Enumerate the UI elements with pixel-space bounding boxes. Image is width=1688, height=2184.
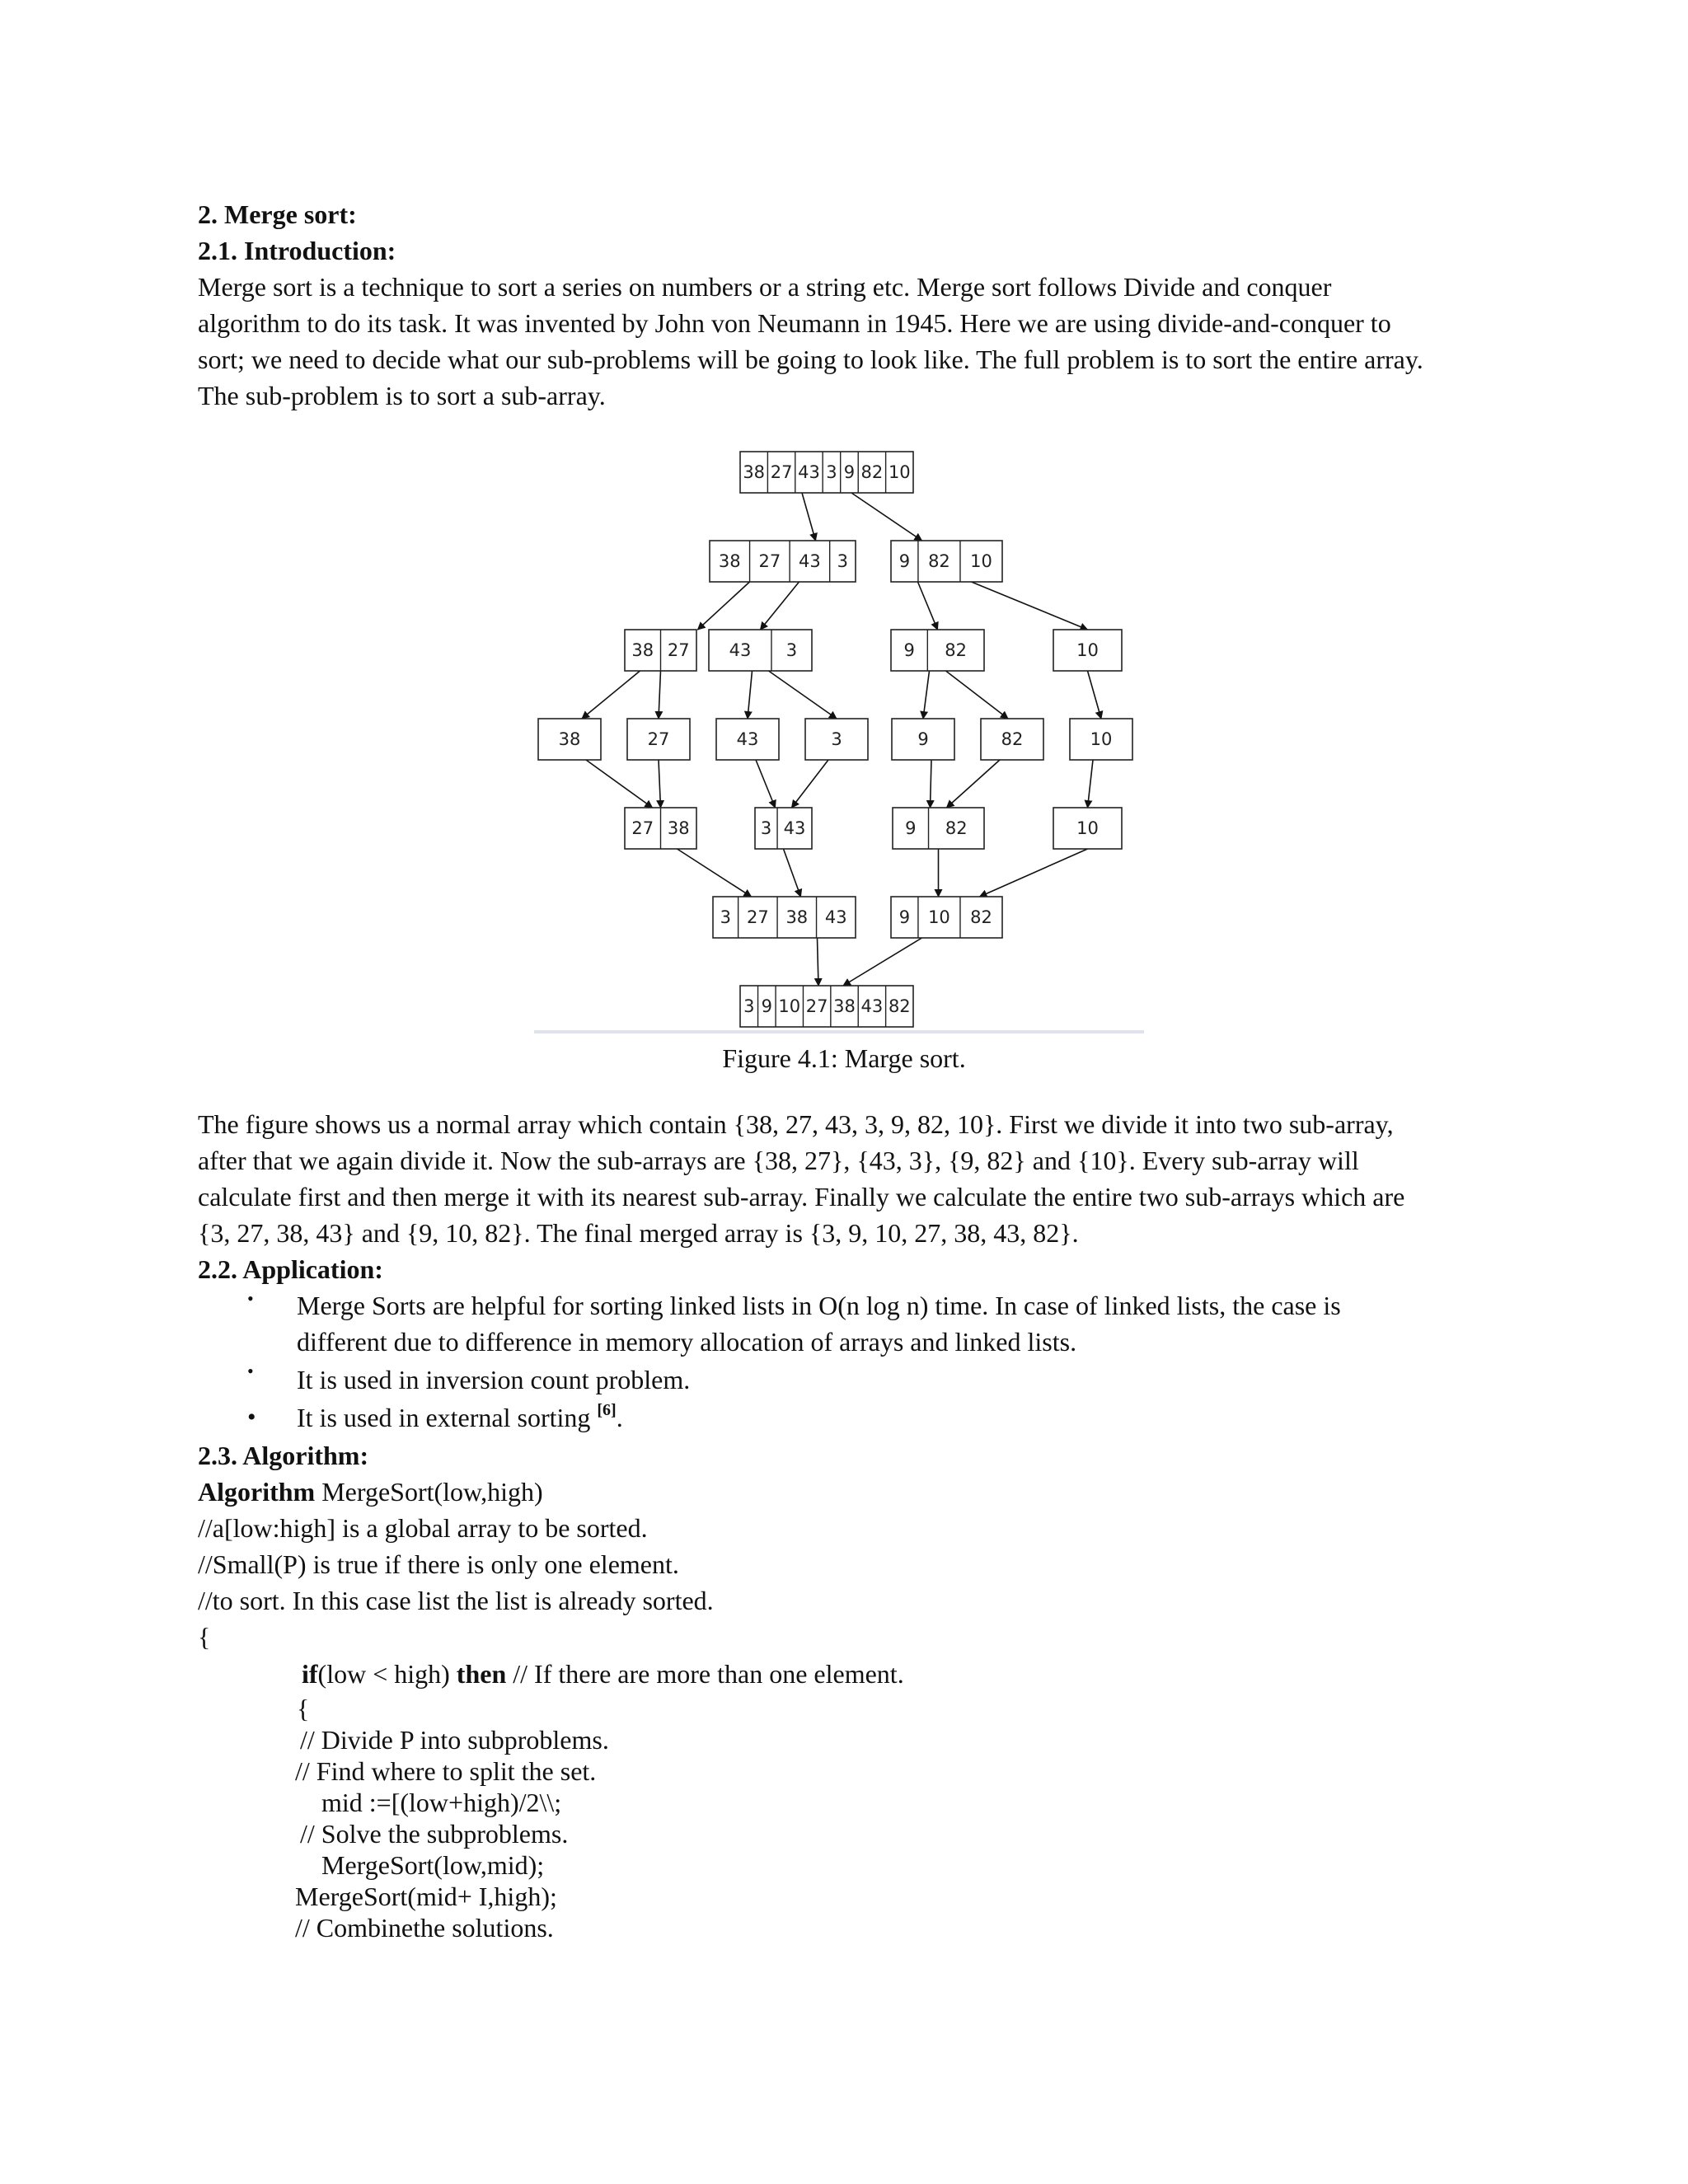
array-box (538, 719, 601, 760)
array-value: 82 (888, 996, 911, 1016)
array-box (740, 452, 913, 493)
array-value: 9 (761, 996, 772, 1016)
array-box (709, 630, 812, 671)
arrow (851, 493, 922, 541)
array-value: 38 (718, 551, 741, 571)
explanation-line: after that we again divide it. Now the sub-arrays are {38, 27}, {43, 3}, {9, 82} and {10}. Every sub-array will (198, 1146, 1359, 1175)
arrow (946, 671, 1009, 719)
bullet-icon: • (247, 1361, 254, 1381)
algorithm-line: // Combinethe solutions. (295, 1913, 554, 1943)
array-value: 82 (945, 818, 968, 838)
array-value: 3 (826, 462, 837, 482)
array-value: 38 (743, 462, 766, 482)
array-value: 38 (785, 907, 809, 927)
algorithm-line: // Find where to split the set. (295, 1756, 597, 1786)
arrow (918, 582, 938, 630)
arrow (818, 938, 819, 986)
array-value: 9 (905, 818, 917, 838)
algorithm-line: // Solve the subproblems. (300, 1819, 569, 1849)
algorithm-line: MergeSort(mid+ I,high); (295, 1882, 557, 1911)
array-box (1053, 808, 1122, 849)
array-value: 27 (746, 907, 769, 927)
array-value: 43 (729, 640, 752, 660)
array-value: 27 (647, 729, 670, 749)
arrow (1088, 671, 1102, 719)
bullet-icon: • (247, 1404, 256, 1431)
array-value: 9 (898, 551, 911, 571)
arrow (931, 760, 932, 808)
array-value: 3 (743, 996, 755, 1016)
algorithm-comment: //a[low:high] is a global array to be sorted. (198, 1513, 648, 1543)
citation-ref: [6] (597, 1401, 617, 1419)
arrow (784, 849, 801, 897)
algorithm-if-line: if(low < high) then // If there are more than one element. (302, 1659, 904, 1689)
arrow (761, 582, 799, 630)
array-value: 82 (860, 462, 884, 482)
array-value: 43 (783, 818, 806, 838)
application-item-2: • It is used in inversion count problem. (198, 1361, 1517, 1398)
array-value: 9 (898, 907, 911, 927)
array-value: 82 (970, 907, 992, 927)
array-value: 82 (928, 551, 950, 571)
array-value: 38 (667, 818, 690, 838)
intro-heading: 2.1. Introduction: (198, 236, 396, 265)
array-value: 43 (824, 907, 847, 927)
array-value: 10 (778, 996, 801, 1016)
array-value: 82 (945, 640, 968, 660)
bullet-icon: • (247, 1288, 254, 1309)
arrow (923, 671, 930, 719)
array-value: 3 (785, 640, 798, 660)
arrow (659, 760, 661, 808)
algorithm-line: MergeSort(low,mid); (321, 1850, 545, 1880)
array-value: 27 (805, 996, 828, 1016)
arrow (748, 671, 753, 719)
array-value: 38 (631, 640, 654, 660)
array-value: 3 (837, 551, 849, 571)
algorithm-inner-brace: { (297, 1694, 310, 1723)
application-item-3: • It is used in external sorting [6]. (198, 1399, 1517, 1436)
arrow (792, 760, 829, 808)
array-box (755, 808, 812, 849)
array-box (981, 719, 1043, 760)
intro-paragraph (198, 269, 1500, 414)
array-value: 10 (1076, 640, 1099, 660)
array-box (891, 630, 984, 671)
arrow (756, 760, 776, 808)
array-value: 43 (798, 462, 820, 482)
array-box (891, 541, 1002, 582)
algorithm-signature: Algorithm MergeSort(low,high) (198, 1477, 543, 1507)
algorithm-heading: 2.3. Algorithm: (198, 1441, 369, 1470)
arrow (769, 671, 837, 719)
array-box (716, 719, 779, 760)
array-value: 43 (799, 551, 821, 571)
intro-line: The sub-problem is to sort a sub-array. (198, 381, 606, 410)
array-box (892, 719, 954, 760)
explanation-paragraph (198, 1106, 1500, 1251)
array-value: 10 (1076, 818, 1099, 838)
intro-line: algorithm to do its task. It was invented by John von Neumann in 1945. Here we are using divide-and-conquer to (198, 308, 1391, 338)
array-value: 3 (831, 729, 842, 749)
array-box (893, 808, 984, 849)
arrow (1088, 760, 1094, 808)
array-value: 10 (888, 462, 911, 482)
array-value: 10 (970, 551, 992, 571)
array-value: 3 (760, 818, 772, 838)
array-value: 10 (1090, 729, 1113, 749)
algorithm-comment: //Small(P) is true if there is only one element. (198, 1549, 679, 1579)
array-value: 38 (833, 996, 856, 1016)
array-value: 82 (1001, 729, 1024, 749)
explanation-line: The figure shows us a normal array which contain {38, 27, 43, 3, 9, 82, 10}. First we divide it into two sub-array, (198, 1109, 1394, 1139)
arrow (980, 849, 1088, 897)
application-item-1: • Merge Sorts are helpful for sorting linked lists in O(n log n) time. In case of linked lists, the case is different due to difference in memory allocation of arrays and linked lists. (198, 1287, 1517, 1361)
arrow (582, 671, 640, 719)
arrow (972, 582, 1088, 630)
array-box (1070, 719, 1132, 760)
arrow (678, 849, 752, 897)
array-value: 38 (558, 729, 581, 749)
arrow (659, 671, 661, 719)
intro-line: Merge sort is a technique to sort a series on numbers or a string etc. Merge sort follows Divide and conquer (198, 272, 1332, 302)
array-box (891, 897, 1002, 938)
array-value: 9 (903, 640, 915, 660)
intro-line: sort; we need to decide what our sub-problems will be going to look like. The full problem is to sort the entire array. (198, 344, 1423, 374)
algorithm-line: mid :=[(low+high)/2\\; (321, 1788, 562, 1817)
merge-sort-figure (534, 445, 1144, 1038)
array-value: 27 (770, 462, 793, 482)
arrow (698, 582, 750, 630)
explanation-line: calculate first and then merge it with its nearest sub-array. Finally we calculate the entire two sub-arrays which are (198, 1182, 1405, 1212)
array-value: 3 (720, 907, 731, 927)
array-box (740, 986, 913, 1027)
array-box (625, 630, 696, 671)
array-value: 43 (736, 729, 759, 749)
array-box (627, 719, 690, 760)
array-value: 9 (917, 729, 929, 749)
array-value: 9 (843, 462, 856, 482)
array-value: 10 (928, 907, 950, 927)
figure-caption: Figure 4.1: Marge sort. (722, 1043, 966, 1073)
array-value: 27 (758, 551, 781, 571)
array-value: 43 (860, 996, 884, 1016)
arrow (802, 493, 816, 541)
array-box (1053, 630, 1122, 671)
array-box (713, 897, 856, 938)
array-value: 27 (667, 640, 690, 660)
explanation-line: {3, 27, 38, 43} and {9, 10, 82}. The final merged array is {3, 9, 10, 27, 38, 43, 82}. (198, 1218, 1079, 1248)
arrow (947, 760, 1001, 808)
array-value: 27 (631, 818, 654, 838)
section-title: 2. Merge sort: (198, 199, 357, 229)
algorithm-line: // Divide P into subproblems. (300, 1725, 609, 1755)
application-heading: 2.2. Application: (198, 1254, 383, 1284)
array-box (805, 719, 868, 760)
array-box (710, 541, 856, 582)
algorithm-open-brace: { (198, 1622, 211, 1652)
arrow (843, 938, 922, 986)
algorithm-comment: //to sort. In this case list the list is already sorted. (198, 1586, 714, 1615)
arrow (586, 760, 653, 808)
array-box (625, 808, 696, 849)
merge-sort-diagram (534, 445, 1144, 1038)
